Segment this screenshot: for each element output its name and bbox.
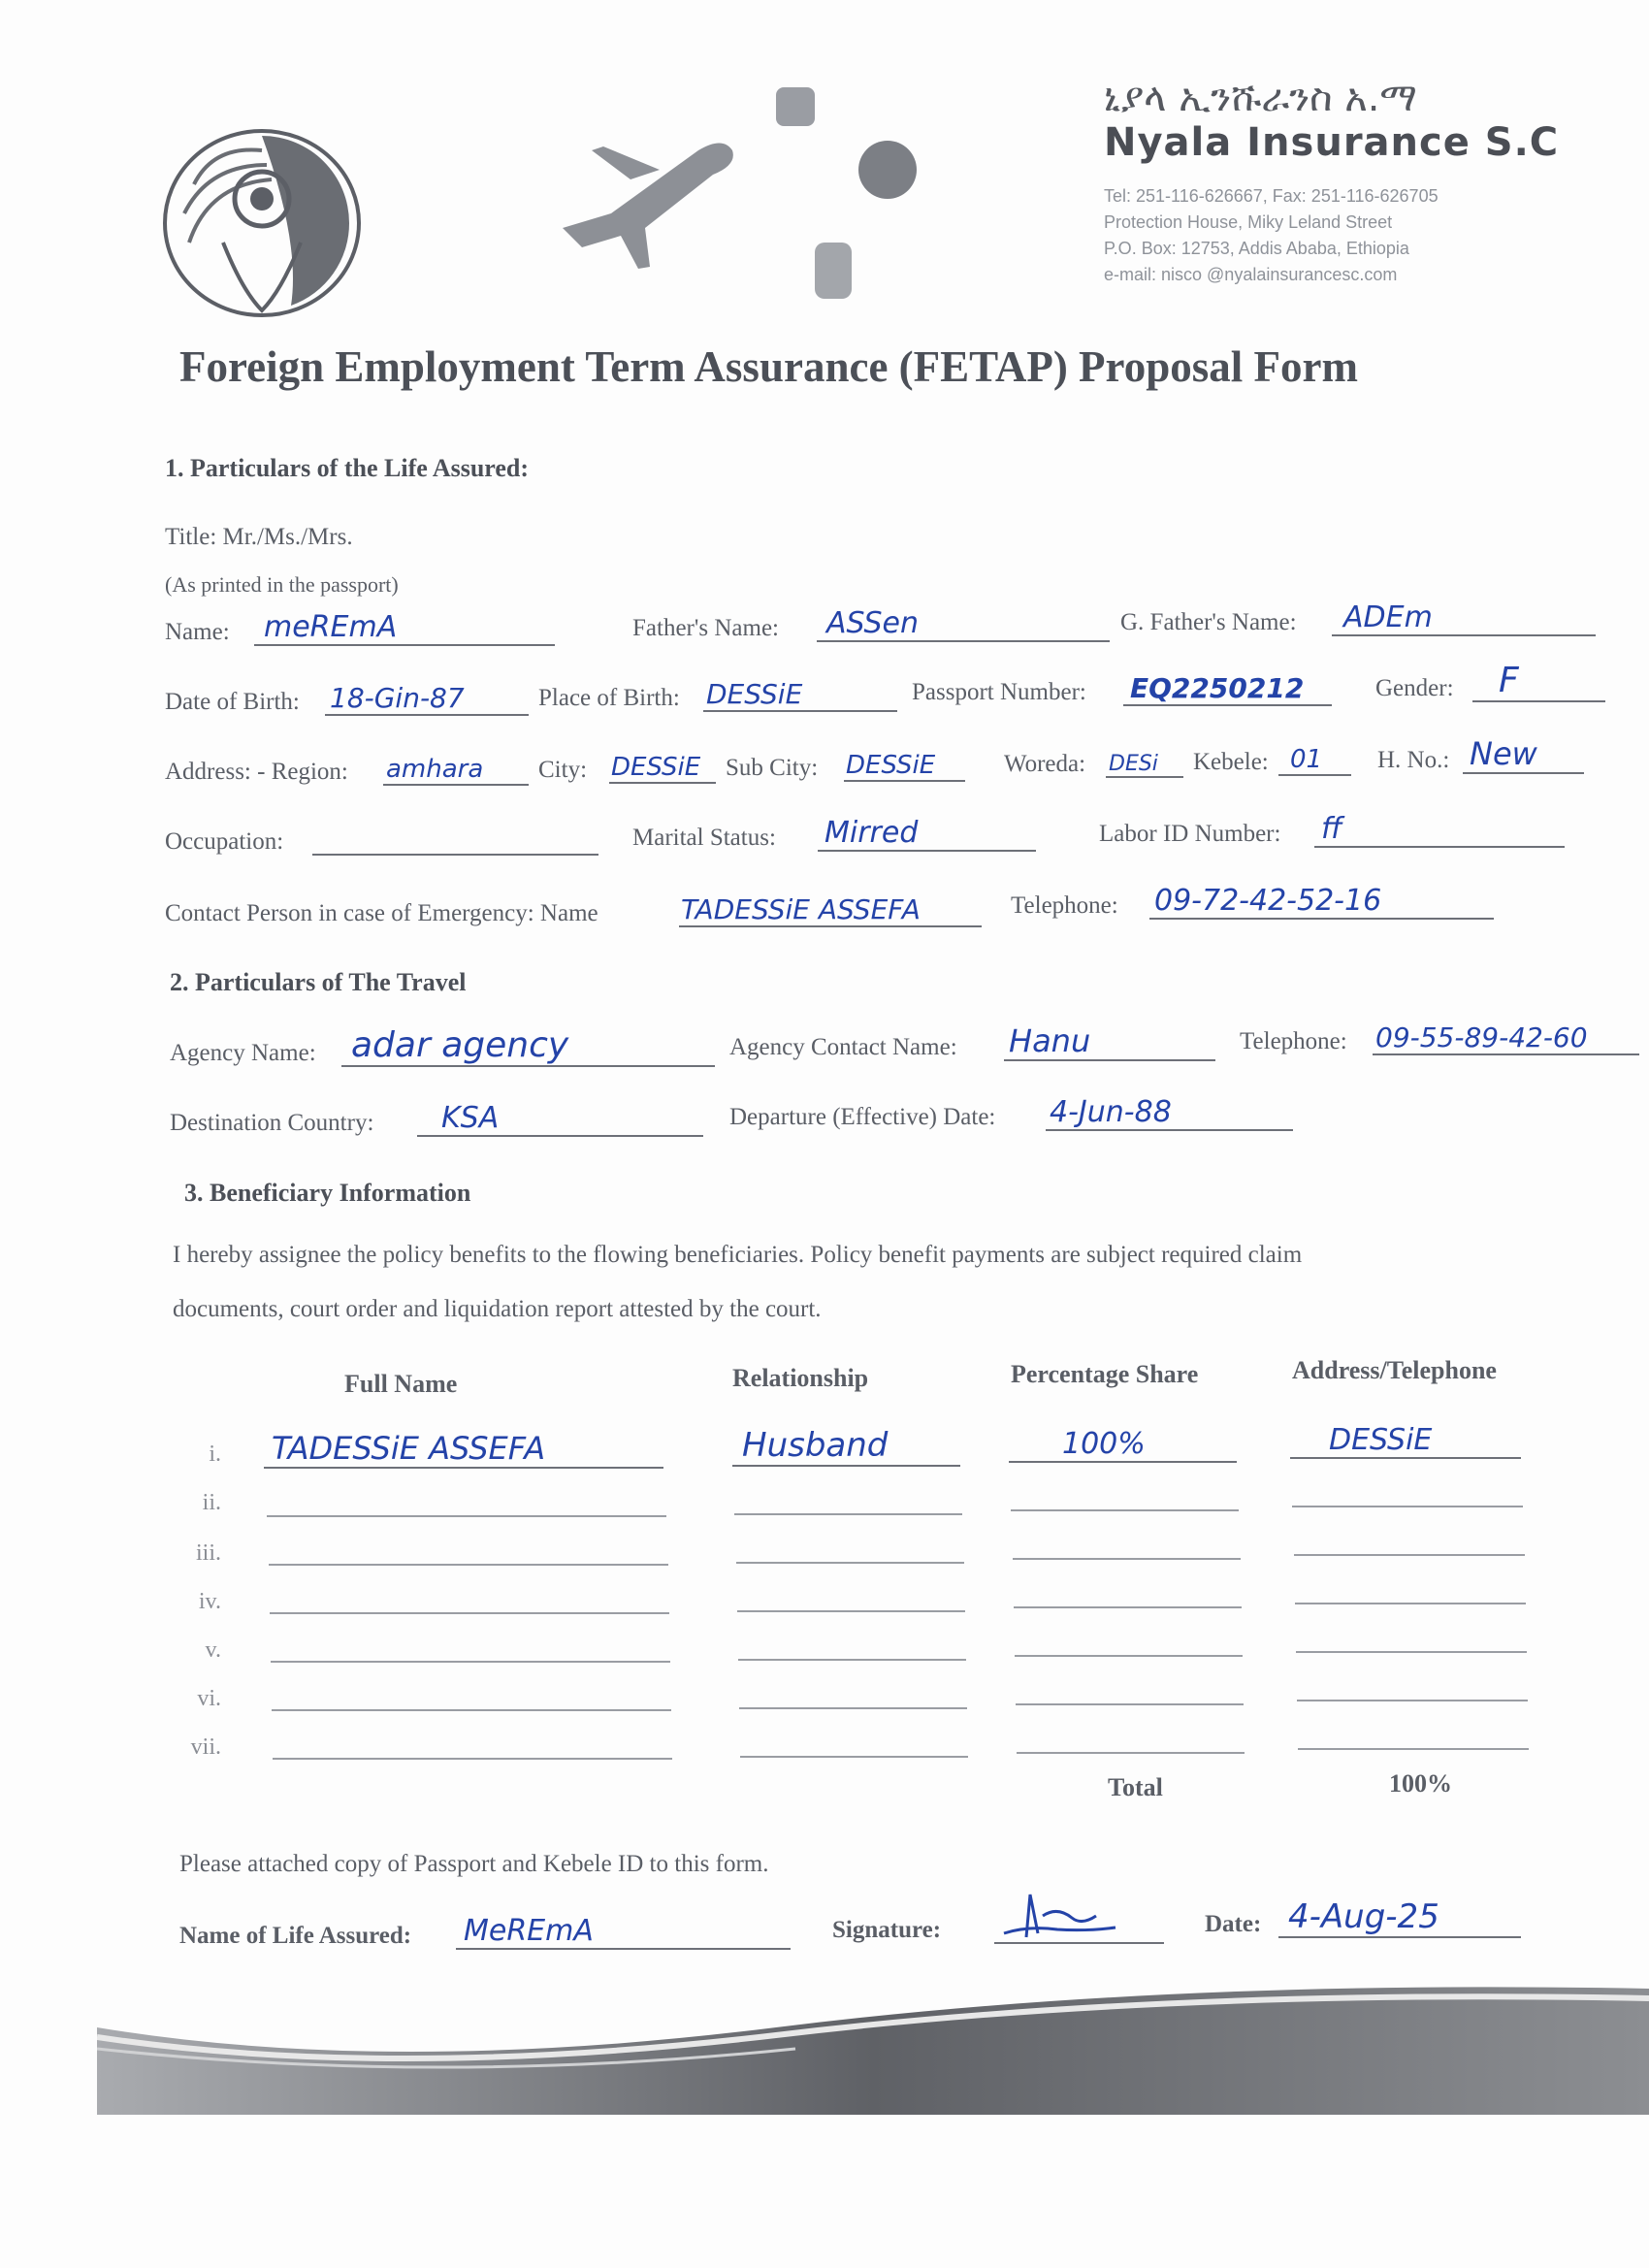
crown-icon [776,87,815,126]
subcity-value: DESSiE [846,751,936,780]
row-number: ii. [202,1490,221,1515]
beneficiary-address-field[interactable] [1297,1700,1528,1701]
company-address: Protection House, Miky Leland Street [1104,212,1393,232]
pob-label: Place of Birth: [538,685,680,711]
row-number: v. [205,1637,221,1663]
dob-field[interactable] [325,714,529,716]
life-assured-field[interactable] [456,1948,791,1950]
row-number: iii. [195,1540,221,1566]
section1-heading: 1. Particulars of the Life Assured: [165,454,530,482]
region-value: amhara [386,755,484,784]
emergency-phone-field[interactable] [1149,918,1494,920]
beneficiary-address-field[interactable] [1295,1603,1526,1604]
occupation-label: Occupation: [165,828,284,855]
company-pobox: P.O. Box: 12753, Addis Ababa, Ethiopia [1104,239,1409,258]
emergency-contact-value: TADESSiE ASSEFA [681,893,921,925]
departure-date-field[interactable] [1046,1129,1293,1131]
pob-field[interactable] [703,710,897,712]
city-label: City: [538,757,588,783]
total-label: Total [1108,1773,1163,1801]
name-label: Name: [165,619,230,645]
row-number: vi. [197,1686,221,1711]
beneficiary-relationship-field[interactable] [734,1513,962,1515]
jar-icon [815,243,852,299]
row-number: vii. [190,1734,221,1760]
gfather-name-field[interactable] [1332,634,1596,636]
city-field[interactable] [609,782,716,784]
globe-icon [858,141,917,199]
beneficiary-relationship-value: Husband [742,1426,889,1465]
marital-status-label: Marital Status: [632,825,776,851]
subcity-label: Sub City: [726,755,819,781]
agency-contact-value: Hanu [1009,1022,1091,1059]
printed-note: (As printed in the passport) [165,572,399,597]
beneficiary-name-value: TADESSiE ASSEFA [272,1430,546,1467]
beneficiary-name-field[interactable] [272,1709,671,1711]
passport-field[interactable] [1123,704,1332,706]
beneficiary-relationship-field[interactable] [736,1562,964,1564]
city-value: DESSiE [611,753,701,782]
signature-scribble [999,1887,1125,1945]
house-number-field[interactable] [1463,772,1584,774]
beneficiary-address-field[interactable] [1298,1748,1529,1750]
departure-date-value: 4-Jun-88 [1050,1095,1172,1129]
marital-status-value: Mirred [824,816,919,850]
marital-status-field[interactable] [818,850,1036,852]
father-name-value: ASSen [826,606,920,640]
beneficiary-relationship-field[interactable] [739,1707,967,1709]
beneficiary-share-value: 100% [1062,1427,1146,1461]
company-name: Nyala Insurance S.C [1104,120,1560,165]
labor-id-field[interactable] [1314,846,1565,848]
agency-phone-label: Telephone: [1240,1028,1347,1054]
section3-heading: 3. Beneficiary Information [184,1179,471,1207]
labor-id-label: Labor ID Number: [1099,821,1281,847]
gfather-name-value: ADEm [1343,600,1433,634]
passport-value: EQ2250212 [1130,672,1305,704]
beneficiary-name-field[interactable] [273,1758,672,1760]
attach-note: Please attached copy of Passport and Kebele ID to this form. [179,1851,769,1877]
agency-name-value: adar agency [351,1025,569,1065]
beneficiary-share-field[interactable] [1014,1606,1242,1608]
date-label: Date: [1205,1911,1262,1937]
gender-value: F [1499,661,1519,700]
beneficiary-address-field[interactable] [1296,1651,1527,1653]
company-amharic-name: ኒያላ ኢንሹራንስ አ.ማ [1104,76,1417,120]
gender-field[interactable] [1472,700,1605,702]
agency-contact-field[interactable] [1004,1059,1215,1061]
section2-heading: 2. Particulars of The Travel [170,968,467,996]
destination-country-value: KSA [441,1101,500,1135]
col-full-name: Full Name [344,1370,458,1398]
emergency-phone-label: Telephone: [1011,892,1118,919]
beneficiary-address-value: DESSiE [1329,1423,1433,1457]
labor-id-value: ff [1321,812,1342,846]
emergency-contact-field[interactable] [679,925,982,927]
emergency-contact-label: Contact Person in case of Emergency: Name [165,900,598,926]
agency-phone-value: 09-55-89-42-60 [1375,1021,1588,1053]
row-number: iv. [198,1589,221,1614]
form-title: Foreign Employment Term Assurance (FETAP) Proposal Form [179,342,1358,391]
dob-label: Date of Birth: [165,689,300,715]
date-value: 4-Aug-25 [1288,1897,1439,1936]
occupation-field[interactable] [312,854,598,856]
beneficiary-address-field[interactable] [1290,1457,1521,1459]
emergency-phone-value: 09-72-42-52-16 [1154,884,1382,918]
beneficiary-relationship-field[interactable] [737,1610,965,1612]
beneficiary-address-field[interactable] [1294,1554,1525,1556]
departure-date-label: Departure (Effective) Date: [729,1104,996,1130]
airplane-icon [553,121,747,276]
name-value: meREmA [264,610,398,644]
father-name-field[interactable] [817,640,1110,642]
title-label: Title: Mr./Ms./Mrs. [165,524,353,550]
row-number: i. [209,1442,221,1467]
agency-phone-field[interactable] [1373,1053,1639,1055]
beneficiary-relationship-field[interactable] [738,1659,966,1661]
house-number-value: New [1470,735,1537,772]
pob-value: DESSiE [706,678,803,710]
passport-label: Passport Number: [912,679,1086,705]
region-label: Address: - Region: [165,759,348,785]
destination-country-field[interactable] [417,1135,703,1137]
beneficiary-name-field[interactable] [271,1661,670,1663]
beneficiary-share-field[interactable] [1009,1461,1237,1463]
woreda-value: DESi [1109,752,1158,776]
life-assured-label: Name of Life Assured: [179,1923,412,1949]
beneficiary-share-field[interactable] [1011,1509,1239,1511]
subcity-field[interactable] [844,780,965,782]
total-value: 100% [1389,1769,1452,1798]
beneficiary-share-field[interactable] [1017,1752,1245,1754]
dob-value: 18-Gin-87 [330,682,465,714]
beneficiary-name-field[interactable] [264,1467,663,1469]
company-logo [155,126,378,320]
company-email: e-mail: nisco @nyalainsurancesc.com [1104,265,1398,284]
beneficiary-name-field[interactable] [270,1612,669,1614]
agency-contact-label: Agency Contact Name: [729,1034,957,1060]
life-assured-value: MeREmA [464,1914,594,1948]
beneficiary-share-field[interactable] [1016,1703,1244,1705]
woreda-field[interactable] [1106,776,1183,778]
name-field[interactable] [254,644,555,646]
agency-name-label: Agency Name: [170,1040,316,1066]
beneficiary-statement-line1: I hereby assignee the policy benefits to the flowing beneficiaries. Policy benefit payments are subject required claim [173,1242,1303,1268]
col-address-telephone: Address/Telephone [1292,1356,1497,1384]
beneficiary-share-field[interactable] [1015,1655,1243,1657]
col-relationship: Relationship [732,1364,869,1392]
kebele-field[interactable] [1278,774,1351,776]
beneficiary-share-field[interactable] [1013,1558,1241,1560]
beneficiary-name-field[interactable] [267,1515,666,1517]
agency-name-field[interactable] [341,1065,715,1067]
gfather-name-label: G. Father's Name: [1120,609,1297,635]
beneficiary-name-field[interactable] [269,1564,668,1566]
footer-wave-band [97,1960,1649,2115]
beneficiary-relationship-field[interactable] [732,1465,960,1467]
woreda-label: Woreda: [1004,751,1086,777]
kebele-value: 01 [1290,745,1323,774]
region-field[interactable] [383,784,529,786]
signature-label: Signature: [832,1917,942,1943]
beneficiary-address-field[interactable] [1292,1506,1523,1507]
house-number-label: H. No.: [1377,747,1450,773]
father-name-label: Father's Name: [632,615,779,641]
kebele-label: Kebele: [1193,749,1269,775]
beneficiary-relationship-field[interactable] [740,1756,968,1758]
beneficiary-statement-line2: documents, court order and liquidation report attested by the court. [173,1296,822,1322]
company-tel: Tel: 251-116-626667, Fax: 251-116-626705 [1104,186,1439,206]
destination-country-label: Destination Country: [170,1110,374,1136]
date-field[interactable] [1278,1936,1521,1938]
gender-label: Gender: [1375,675,1454,701]
col-percentage-share: Percentage Share [1011,1360,1199,1388]
